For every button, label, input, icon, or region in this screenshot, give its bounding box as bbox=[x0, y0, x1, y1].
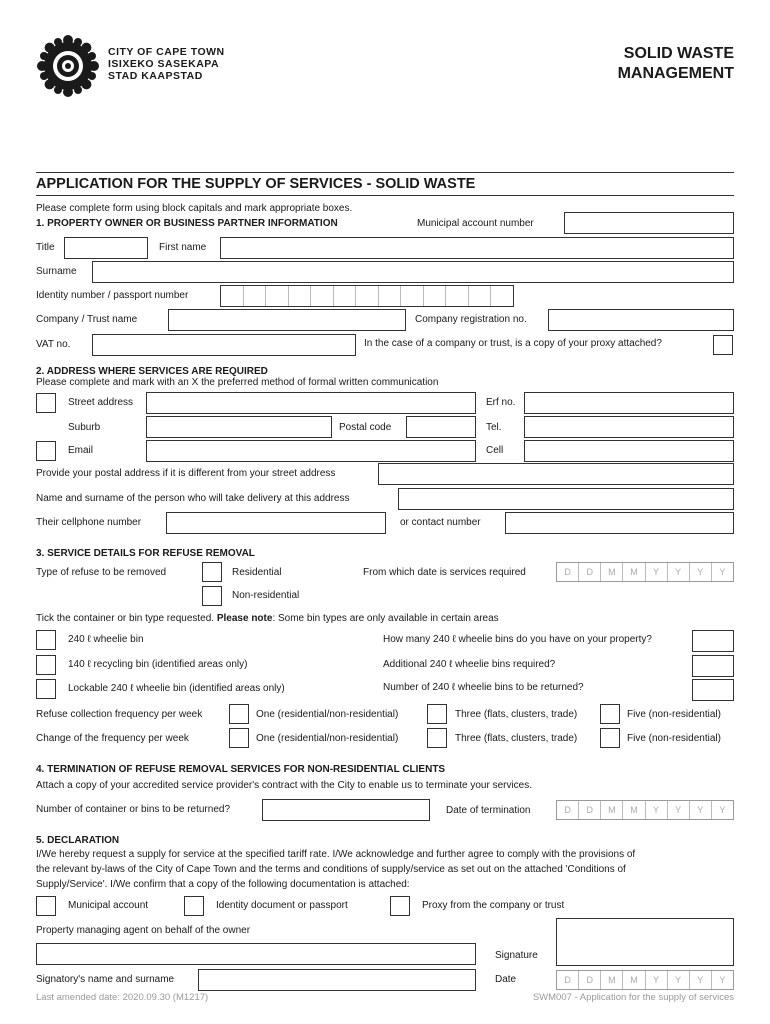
proxy-question: In the case of a company or trust, is a copy of your proxy attached? bbox=[364, 338, 662, 349]
first-name-label: First name bbox=[159, 242, 207, 253]
residential-label: Residential bbox=[232, 567, 282, 578]
instructions: Please complete form using block capitals and mark appropriate boxes. bbox=[36, 203, 353, 214]
declaration-line-1: I/We hereby request a supply for service at the specified tariff rate. I/We acknowledge and further agree to comply with the provisions of bbox=[36, 849, 636, 860]
id-number-label: Identity number / passport number bbox=[36, 290, 189, 301]
agent-input[interactable] bbox=[36, 943, 476, 965]
email-input[interactable] bbox=[146, 440, 476, 462]
freq-three-checkbox[interactable] bbox=[427, 704, 447, 724]
declaration-line-2: the relevant by-laws of the City of Cape Town and the terms and conditions of supply/service as set out on the attached 'Conditions of bbox=[36, 864, 626, 875]
contact-number-input[interactable] bbox=[505, 512, 734, 534]
postal-address-label: Provide your postal address if it is different from your street address bbox=[36, 468, 336, 479]
date-cell[interactable]: D bbox=[579, 971, 601, 989]
freq-one-checkbox[interactable] bbox=[229, 704, 249, 724]
bin-240-label: 240 ℓ wheelie bin bbox=[68, 634, 144, 645]
postal-code-input[interactable] bbox=[406, 416, 476, 438]
signature-date[interactable] bbox=[556, 970, 734, 990]
vat-input[interactable] bbox=[92, 334, 356, 356]
surname-label: Surname bbox=[36, 266, 77, 277]
email-checkbox[interactable] bbox=[36, 441, 56, 461]
company-input[interactable] bbox=[168, 309, 406, 331]
municipal-account-doc-label: Municipal account bbox=[68, 900, 149, 911]
erf-input[interactable] bbox=[524, 392, 734, 414]
declaration-line-3: Supply/Service'. I/We confirm that a copy of the following documentation is attached: bbox=[36, 879, 410, 890]
date-cell[interactable]: Y bbox=[690, 563, 712, 581]
street-label: Street address bbox=[68, 397, 134, 408]
cellphone-label: Their cellphone number bbox=[36, 517, 142, 528]
postal-code-label: Postal code bbox=[339, 422, 392, 433]
service-start-date[interactable] bbox=[556, 562, 734, 582]
lockable-bin-checkbox[interactable] bbox=[36, 679, 56, 699]
additional-bins-input[interactable] bbox=[692, 655, 734, 677]
from-date-label: From which date is services required bbox=[363, 567, 526, 578]
freq-three-label: Three (flats, clusters, trade) bbox=[455, 709, 578, 720]
termination-date-label: Date of termination bbox=[446, 805, 531, 816]
freq-one-label: One (residential/non-residential) bbox=[256, 709, 399, 720]
bin-240-checkbox[interactable] bbox=[36, 630, 56, 650]
proxy-doc-checkbox[interactable] bbox=[390, 896, 410, 916]
cellphone-input[interactable] bbox=[166, 512, 386, 534]
title-rule bbox=[36, 195, 734, 196]
logo-text-3: STAD KAAPSTAD bbox=[108, 70, 203, 82]
date-cell[interactable]: D bbox=[557, 801, 579, 819]
date-cell[interactable]: M bbox=[623, 801, 645, 819]
bin-140-label: 140 ℓ recycling bin (identified areas only) bbox=[68, 659, 248, 670]
date-cell[interactable]: M bbox=[623, 971, 645, 989]
date-cell[interactable]: Y bbox=[719, 805, 726, 815]
lockable-bin-label: Lockable 240 ℓ wheelie bin (identified areas only) bbox=[68, 683, 285, 694]
date-cell[interactable]: Y bbox=[668, 971, 690, 989]
top-rule bbox=[36, 172, 734, 173]
frequency-label: Refuse collection frequency per week bbox=[36, 709, 203, 720]
municipal-account-input[interactable] bbox=[564, 212, 734, 234]
header-line-1: SOLID WASTE bbox=[623, 45, 734, 62]
freq-five-checkbox[interactable] bbox=[600, 704, 620, 724]
bin-140-checkbox[interactable] bbox=[36, 655, 56, 675]
identity-doc-checkbox[interactable] bbox=[184, 896, 204, 916]
tel-label: Tel. bbox=[486, 422, 502, 433]
date-cell[interactable]: D bbox=[557, 971, 579, 989]
suburb-input[interactable] bbox=[146, 416, 332, 438]
change-one-checkbox[interactable] bbox=[229, 728, 249, 748]
signatory-name-input[interactable] bbox=[198, 969, 476, 991]
date-cell[interactable]: D bbox=[579, 563, 601, 581]
containers-returned-label: Number of container or bins to be returned? bbox=[36, 804, 230, 815]
proxy-checkbox[interactable] bbox=[713, 335, 733, 355]
how-many-bins-input[interactable] bbox=[692, 630, 734, 652]
vat-label: VAT no. bbox=[36, 339, 71, 350]
suburb-label: Suburb bbox=[68, 422, 101, 433]
date-cell[interactable]: Y bbox=[690, 971, 712, 989]
company-reg-label: Company registration no. bbox=[415, 314, 527, 325]
bins-returned-input[interactable] bbox=[692, 679, 734, 701]
change-three-checkbox[interactable] bbox=[427, 728, 447, 748]
section-2-heading: 2. ADDRESS WHERE SERVICES ARE REQUIRED bbox=[36, 366, 268, 377]
identity-doc-label: Identity document or passport bbox=[216, 900, 348, 911]
additional-bins-label: Additional 240 ℓ wheelie bins required? bbox=[383, 659, 556, 670]
change-one-label: One (residential/non-residential) bbox=[256, 733, 399, 744]
non-residential-checkbox[interactable] bbox=[202, 586, 222, 606]
refuse-type-label: Type of refuse to be removed bbox=[36, 567, 167, 578]
email-label: Email bbox=[68, 445, 94, 456]
date-cell[interactable]: Y bbox=[668, 801, 690, 819]
please-note: Please note bbox=[216, 613, 273, 624]
date-cell[interactable]: M bbox=[623, 563, 645, 581]
title-label: Title bbox=[36, 242, 55, 253]
municipal-account-doc-checkbox[interactable] bbox=[36, 896, 56, 916]
freq-five-label: Five (non-residential) bbox=[627, 709, 721, 720]
proxy-doc-label: Proxy from the company or trust bbox=[422, 900, 565, 911]
change-frequency-label: Change of the frequency per week bbox=[36, 733, 189, 744]
section-4-heading: 4. TERMINATION OF REFUSE REMOVAL SERVICES FOR NON-RESIDENTIAL CLIENTS bbox=[36, 764, 446, 775]
delivery-person-label: Name and surname of the person who will take delivery at this address bbox=[36, 493, 350, 504]
residential-checkbox[interactable] bbox=[202, 562, 222, 582]
postal-address-input[interactable] bbox=[378, 463, 734, 485]
date-cell[interactable]: Y bbox=[646, 563, 668, 581]
street-input[interactable] bbox=[146, 392, 476, 414]
section-5-heading: 5. DECLARATION bbox=[36, 835, 120, 846]
signature-box[interactable] bbox=[556, 918, 734, 966]
logo-text-1: CITY OF CAPE TOWN bbox=[108, 46, 225, 58]
termination-date[interactable] bbox=[556, 800, 734, 820]
attach-contract-text: Attach a copy of your accredited service provider's contract with the City to enable us to terminate your services. bbox=[36, 780, 533, 791]
company-label: Company / Trust name bbox=[36, 314, 138, 325]
date-cell[interactable]: M bbox=[601, 971, 623, 989]
bin-type-text: Tick the container or bin type requested. bbox=[36, 613, 215, 624]
date-cell[interactable]: Y bbox=[668, 563, 690, 581]
non-residential-label: Non-residential bbox=[232, 590, 300, 601]
footer-form-code: SWM007 - Application for the supply of services bbox=[532, 992, 734, 1003]
footer-amended: Last amended date: 2020.09.30 (M1217) bbox=[36, 992, 209, 1003]
title-input[interactable] bbox=[64, 237, 148, 259]
bins-returned-label: Number of 240 ℓ wheelie bins to be returned? bbox=[383, 682, 584, 693]
date-cell[interactable]: Y bbox=[719, 567, 726, 577]
signatory-name-label: Signatory's name and surname bbox=[36, 974, 175, 985]
delivery-person-input[interactable] bbox=[398, 488, 734, 510]
company-reg-input[interactable] bbox=[548, 309, 734, 331]
date-cell[interactable]: Y bbox=[690, 801, 712, 819]
section-3-heading: 3. SERVICE DETAILS FOR REFUSE REMOVAL bbox=[36, 548, 255, 559]
section-2-sub: Please complete and mark with an X the preferred method of formal written communication bbox=[36, 377, 439, 388]
signature-label: Signature bbox=[495, 950, 538, 961]
municipal-account-label: Municipal account number bbox=[417, 218, 534, 229]
date-cell[interactable]: Y bbox=[719, 975, 726, 985]
header-line-2: MANAGEMENT bbox=[617, 65, 734, 82]
logo-text-2: ISIXEKO SASEKAPA bbox=[108, 58, 220, 70]
page-title: APPLICATION FOR THE SUPPLY OF SERVICES - SOLID WASTE bbox=[36, 176, 476, 192]
erf-label: Erf no. bbox=[486, 397, 516, 408]
change-three-label: Three (flats, clusters, trade) bbox=[455, 733, 578, 744]
city-logo bbox=[36, 34, 100, 98]
date-cell[interactable]: D bbox=[557, 563, 579, 581]
contact-number-label: or contact number bbox=[400, 517, 481, 528]
agent-label: Property managing agent on behalf of the owner bbox=[36, 925, 251, 936]
street-checkbox[interactable] bbox=[36, 393, 56, 413]
change-five-label: Five (non-residential) bbox=[627, 733, 721, 744]
cell-label: Cell bbox=[486, 445, 504, 456]
surname-input[interactable] bbox=[92, 261, 734, 283]
tel-input[interactable] bbox=[524, 416, 734, 438]
cell-input[interactable] bbox=[524, 440, 734, 462]
date-cell[interactable]: Y bbox=[646, 801, 668, 819]
date-cell[interactable]: M bbox=[601, 563, 623, 581]
first-name-input[interactable] bbox=[220, 237, 734, 259]
date-cell[interactable]: Y bbox=[646, 971, 668, 989]
signature-date-label: Date bbox=[495, 974, 517, 985]
id-number-input[interactable] bbox=[220, 285, 514, 307]
date-cell[interactable]: M bbox=[601, 801, 623, 819]
bin-type-instruction bbox=[36, 613, 499, 625]
containers-returned-input[interactable] bbox=[262, 799, 430, 821]
note-text: : Some bin types are only available in certain areas bbox=[272, 613, 499, 624]
date-cell[interactable]: D bbox=[579, 801, 601, 819]
how-many-bins-label: How many 240 ℓ wheelie bins do you have on your property? bbox=[383, 634, 652, 645]
change-five-checkbox[interactable] bbox=[600, 728, 620, 748]
section-1-heading: 1. PROPERTY OWNER OR BUSINESS PARTNER INFORMATION bbox=[36, 218, 338, 229]
